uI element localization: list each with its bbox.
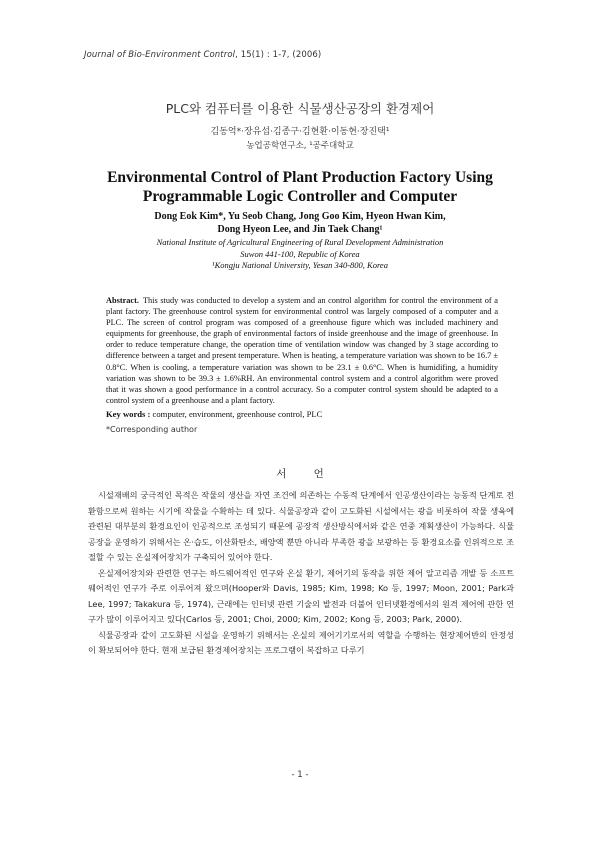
keywords-label: Key words :	[106, 409, 151, 419]
journal-volume-pages: , 15(1) : 1-7, (2006)	[235, 50, 322, 60]
body-paragraph-1: 시설재배의 궁극적인 목적은 작물의 생산을 자연 조건에 의존하는 수동적 단계에서 인공생산이라는 능동적 단계로 전환함으로써 원하는 시기에 작물을 수확하는 데 있다. 식물공장과 같이 고도화된 시설에서는 광을 비롯하여 작물 생육에 관련된 대부분의 환경요인이 인공적으로 조성되기 때문에 공장적 생산방식에서와 같은 연중 계획생산이 가능하다. 식물공장을 운영하기 위해서는 온·습도, 이산화탄소, 배양액 뿐만 아니라 부족한 광을 보광하는 등 환경요소를 인위적으로 조절할 수 있는 온실제어장치가 구축되어 있어야 한다.	[88, 490, 514, 562]
journal-name: Journal of Bio-Environment Control	[84, 50, 236, 60]
english-affiliation-line-1: National Institute of Agricultural Engineering of Rural Development Administration	[156, 237, 444, 247]
english-affiliation-line-2: Suwon 441-100, Republic of Korea	[240, 248, 360, 259]
english-affiliation-line-3: ¹Kongju National University, Yesan 340-800, Korea	[212, 260, 388, 270]
section-heading-introduction: 서 언	[276, 468, 336, 480]
page-number: - 1 -	[291, 770, 309, 780]
body-text	[88, 488, 514, 659]
journal-header	[84, 50, 321, 60]
abstract-label: Abstract.	[106, 296, 139, 305]
keywords	[106, 409, 322, 419]
korean-affiliation: 농업공학연구소, ¹공주대학교	[246, 141, 354, 151]
keywords-text: computer, environment, greenhouse control, PLC	[150, 409, 323, 419]
english-title-line-1: Environmental Control of Plant Production Factory Using	[107, 169, 493, 186]
body-paragraph-2: 온실제어장치와 관련한 연구는 하드웨어적인 연구와 온실 환기, 제어기의 동작을 위한 제어 알고리즘 개발 등 소프트웨어적인 연구가 주로 이루어져 왔으며(Hooper와 Davis, 1985; Kim, 1998; Ko 등, 1997; Moon, 2001; Park과 Lee, 1997; Takakura 등, 1974), 근래에는 인터넷 관련 기술의 발전과 더불어 인터넷환경에서의 원격 제어에 관한 연구가 많이 이루어지고 있다(Carlos 등, 2001; Choi, 2000; Kim, 2002; Kong 등, 2003; Park, 2000).	[88, 567, 514, 624]
corresponding-author-note: *Corresponding author	[106, 425, 198, 434]
english-authors-line-2: Dong Hyeon Lee, and Jin Taek Chang¹	[217, 224, 383, 235]
english-authors-line-1: Dong Eok Kim*, Yu Seob Chang, Jong Goo Kim, Hyeon Hwan Kim,	[154, 211, 446, 222]
body-paragraph-3: 식물공장과 같이 고도화된 시설을 운영하기 위해서는 온실의 제어기기로서의 역할을 수행하는 현장제어반의 안정성이 확보되어야 한다. 현재 보급된 환경제어장치는 프로그램이 복잡하고 다루기	[88, 629, 514, 655]
korean-authors: 김동억*·장유섭·김종구·김현환·이동현·장진택¹	[210, 127, 390, 137]
english-authors	[0, 210, 600, 236]
korean-title: PLC와 컴퓨터를 이용한 식물생산공장의 환경제어	[165, 101, 435, 116]
abstract-text: This study was conducted to develop a system and an control algorithm for control the environment of a plant factory. The greenhouse control system for environmental control was largely composed of a computer and a PLC. The screen of control program was composed of a greenhouse figure which was included machinery and equipments for greenhouse, the graph of environmental factors of inside greenhouse and the image of greenhouse. In order to reduce temperature change, the operation time of ventilation window was changed by 3 stage according to difference between a target and present temperature. When is heating, a temperature variation was shown to be 16.7 ± 0.8°C. When is cooling, a temperature variation was shown to be 23.1 ± 0.6°C. When is humidifing, a humidity variation was shown to be 39.3 ± 1.6%RH. An environmental control system and a control algorithm were proved that it was shown a good performance in a control accuracy. So a computer control system should be adapted to a control system of a greenhouse and a plant factory.	[106, 296, 498, 405]
english-title	[0, 168, 600, 206]
english-affiliation	[0, 237, 600, 272]
abstract	[106, 295, 498, 406]
english-title-line-2: Programmable Logic Controller and Computer	[142, 188, 458, 205]
